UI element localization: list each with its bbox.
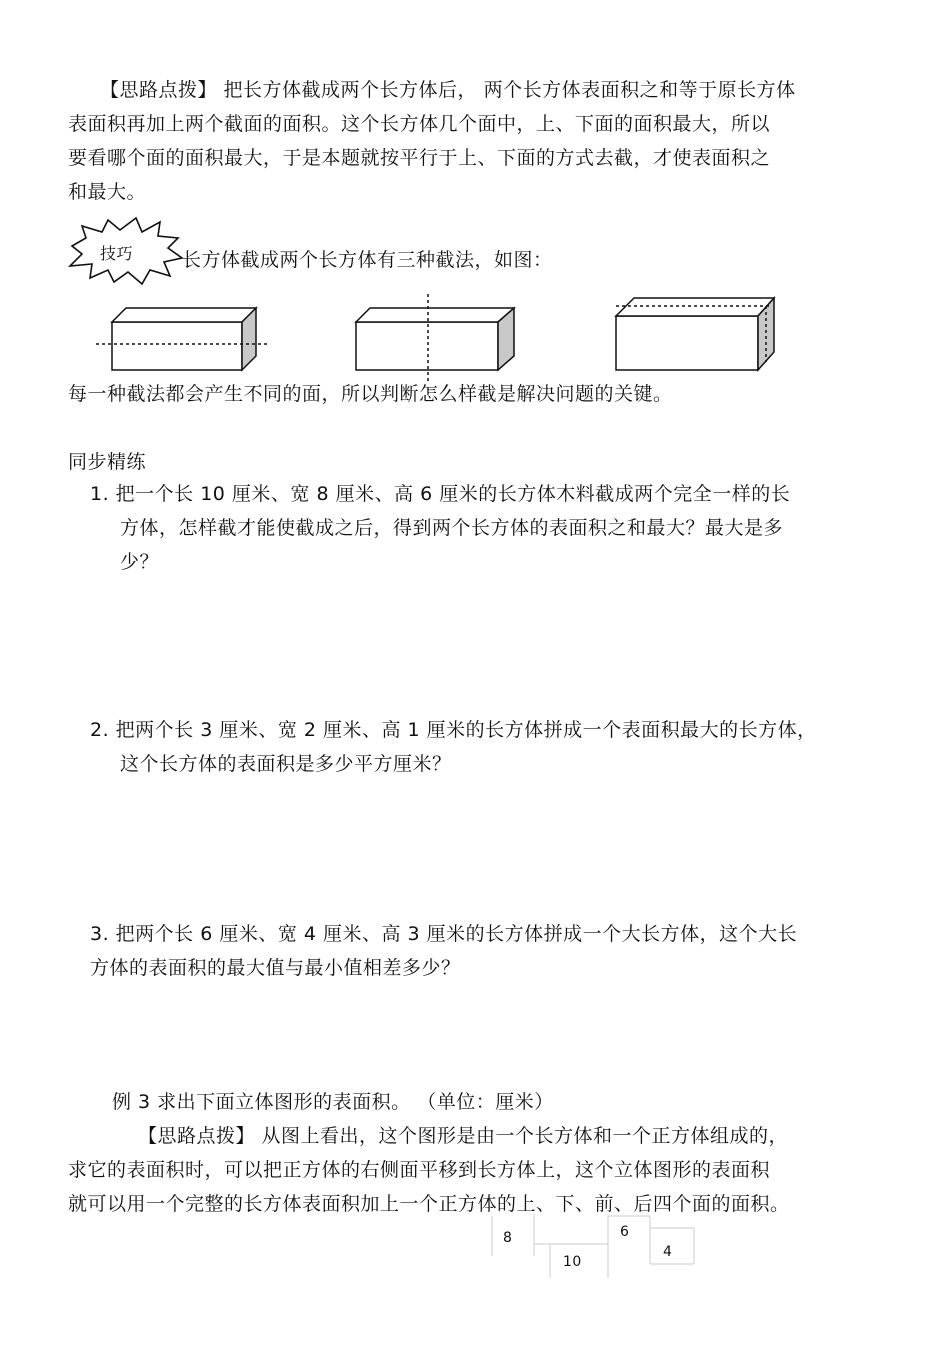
example3-hint-line-3: 就可以用一个完整的长方体表面积加上一个正方体的上、下、前、后四个面的面积。 <box>68 1193 790 1215</box>
example3-title: 例 3 求出下面立体图形的表面积。 （单位：厘米） <box>112 1091 554 1113</box>
dim-label-10: 10 <box>563 1254 582 1270</box>
tip-summary: 每一种截法都会产生不同的面，所以判断怎么样截是解决问题的关键。 <box>68 383 673 405</box>
cuboid-vertical-cut-figure <box>348 292 528 392</box>
tip-badge-label: 技巧 <box>100 244 134 263</box>
hint-line-4: 和最大。 <box>68 181 147 203</box>
practice-heading: 同步精练 <box>68 451 147 473</box>
hint-line-2: 表面积再加上两个截面的面积。这个长方体几个面中，上、下面的面积最大，所以 <box>68 113 771 135</box>
q3-line-2: 方体的表面积的最大值与最小值相差多少？ <box>90 957 461 979</box>
hint-line-3: 要看哪个面的面积最大，于是本题就按平行于上、下面的方式去截，才使表面积之 <box>68 147 771 169</box>
q3-line-1: 3. 把两个长 6 厘米、宽 4 厘米、高 3 厘米的长方体拼成一个大长方体，这个大长 <box>90 923 798 945</box>
q1-line-2: 方体，怎样截才能使截成之后，得到两个长方体的表面积之和最大？最大是多 <box>120 517 784 539</box>
hint-line-1: 【思路点拨】 把长方体截成两个长方体后， 两个长方体表面积之和等于原长方体 <box>100 79 796 101</box>
cuboid-side-cut-figure <box>610 292 790 382</box>
example3-hint-line-2: 求它的表面积时，可以把正方体的右侧面平移到长方体上，这个立体图形的表面积 <box>68 1159 771 1181</box>
q1-line-3: 少？ <box>120 551 160 573</box>
dim-label-6: 6 <box>620 1224 630 1240</box>
q2-line-2: 这个长方体的表面积是多少平方厘米？ <box>120 753 452 775</box>
dim-label-4: 4 <box>663 1244 673 1260</box>
q2-line-1: 2. 把两个长 3 厘米、宽 2 厘米、高 1 厘米的长方体拼成一个表面积最大的长方体， <box>90 719 817 741</box>
example3-hint-line-1: 【思路点拨】 从图上看出，这个图形是由一个长方体和一个正方体组成的， <box>138 1125 789 1147</box>
q1-line-1: 1. 把一个长 10 厘米、宽 8 厘米、高 6 厘米的长方体木料截成两个完全一样的长 <box>90 483 791 505</box>
tip-text: 长方体截成两个长方体有三种截法，如图： <box>182 249 553 271</box>
dim-label-8: 8 <box>503 1230 513 1246</box>
composite-solid-figure <box>490 1212 710 1292</box>
cuboid-horizontal-cut-figure <box>92 300 282 380</box>
